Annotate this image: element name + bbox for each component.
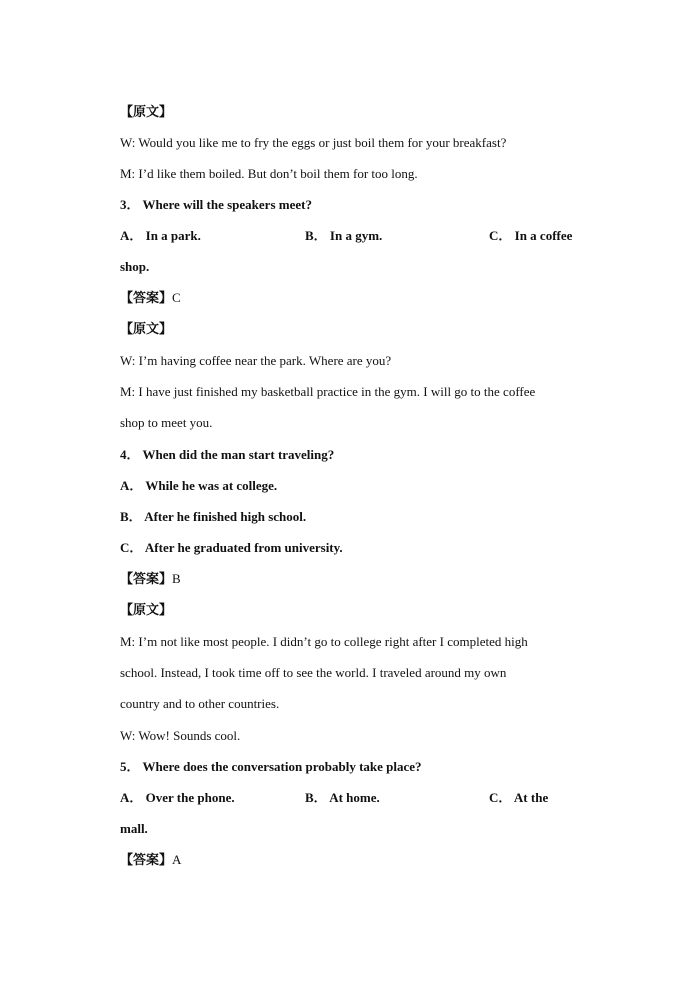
source-heading — [120, 103, 590, 122]
transcript-line: W: I’m having coffee near the park. Where are you? — [120, 353, 392, 368]
transcript-line: shop to meet you. — [120, 415, 213, 430]
transcript-line: M: I’m not like most people. I didn’t go to college right after I completed high — [120, 634, 528, 649]
transcript-line: W: Wow! Sounds cool. — [120, 728, 241, 743]
q5-option-a: A． Over the phone. — [120, 790, 235, 805]
transcript-line: W: Would you like me to fry the eggs or just boil them for your breakfast? — [120, 135, 507, 150]
source-heading — [120, 320, 590, 339]
transcript-line: school. Instead, I took time off to see the world. I traveled around my own — [120, 665, 507, 680]
transcript-line: M: I have just finished my basketball practice in the gym. I will go to the coffee — [120, 384, 536, 399]
q5-option-c: C． At the — [489, 790, 549, 805]
q5-option-b: B． At home. — [305, 790, 380, 805]
answer-value: B — [172, 571, 181, 586]
q4-option-a: A． While he was at college. — [120, 478, 278, 493]
source-heading — [120, 601, 590, 620]
transcript-line: M: I’d like them boiled. But don’t boil them for too long. — [120, 166, 418, 181]
question-4: 4． When did the man start traveling? — [120, 447, 335, 462]
answer-tag: 【答案】 — [120, 572, 173, 587]
q5-option-c-continuation: mall. — [120, 821, 148, 836]
source-tag: 【原文】 — [120, 603, 173, 618]
transcript-line: country and to other countries. — [120, 696, 280, 711]
q3-answer — [120, 289, 590, 308]
q4-option-c: C． After he graduated from university. — [120, 540, 343, 555]
answer-value: A — [172, 852, 182, 867]
q3-option-c: C． In a coffee — [489, 228, 573, 243]
question-3: 3． Where will the speakers meet? — [120, 197, 312, 212]
answer-value: C — [172, 290, 181, 305]
q3-option-a: A． In a park. — [120, 228, 201, 243]
q4-option-b: B． After he finished high school. — [120, 509, 307, 524]
q3-option-c-continuation: shop. — [120, 259, 150, 274]
answer-tag: 【答案】 — [120, 853, 173, 868]
q5-answer — [120, 851, 590, 870]
source-tag: 【原文】 — [120, 322, 173, 337]
answer-tag: 【答案】 — [120, 291, 173, 306]
q4-answer — [120, 570, 590, 589]
question-5: 5． Where does the conversation probably take place? — [120, 759, 422, 774]
q3-option-b: B． In a gym. — [305, 228, 383, 243]
source-tag: 【原文】 — [120, 105, 173, 120]
